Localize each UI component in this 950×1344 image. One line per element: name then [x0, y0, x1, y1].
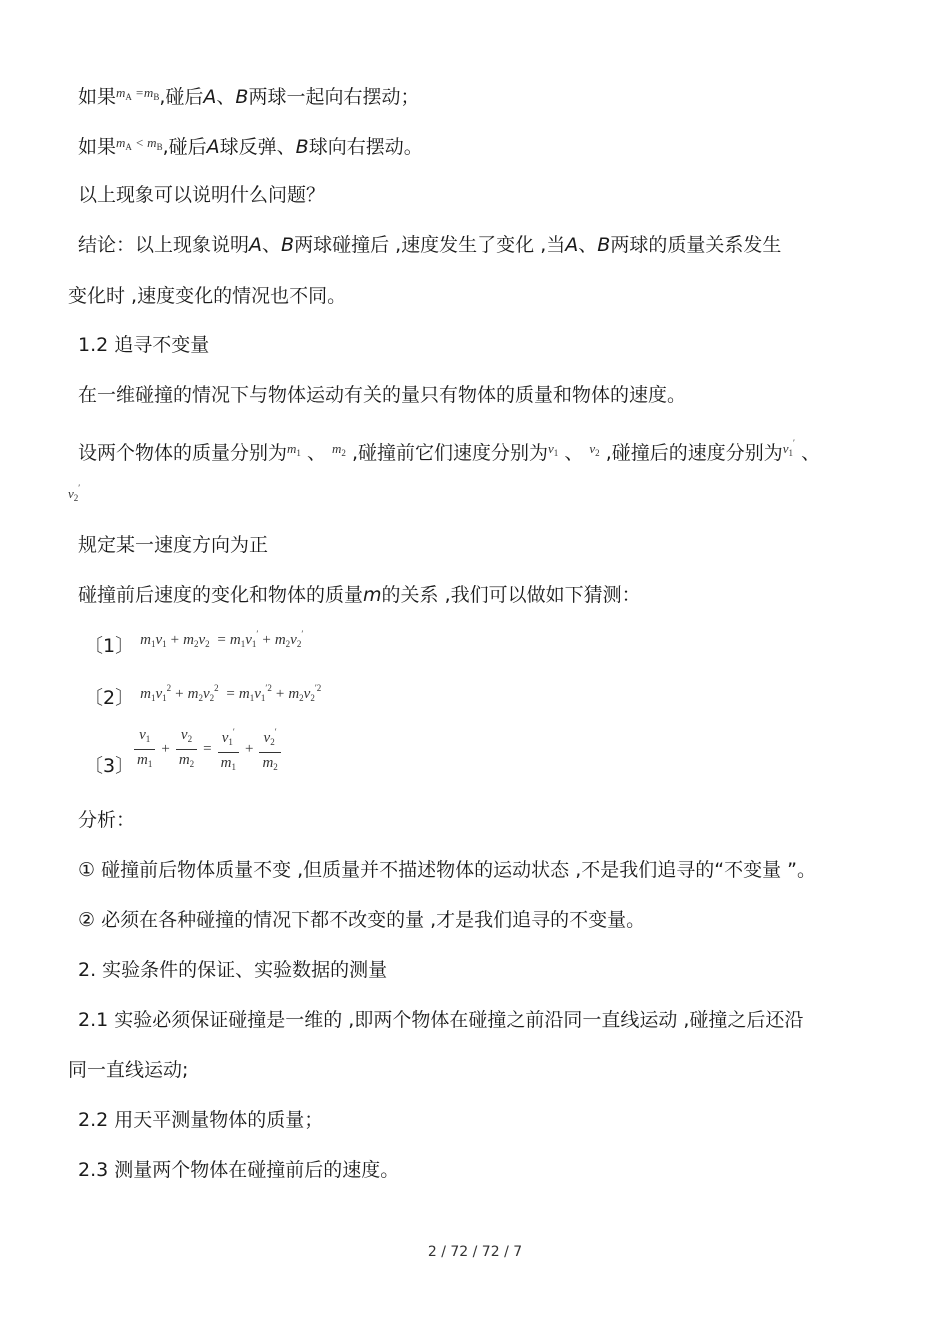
symbol-v2-prime: $v_2'$ [68, 483, 81, 503]
hypothesis-intro: 碰撞前后速度的变化和物体的质量m的关系 ,我们可以做如下猜测： [78, 584, 641, 606]
formula-mA-lt-mB: mA < mB [116, 135, 163, 152]
analysis-point-2: ② 必须在各种碰撞的情况下都不改变的量 ,才是我们追寻的不变量。 [78, 909, 646, 931]
symbol-v1-prime: v1′ [782, 438, 796, 458]
hypothesis-2: 〔2〕 $^{m_1v_1^2 + m_2v_2^2 = m_1v_1^{'2} + m_2v_2^{'2}}$ [84, 683, 322, 709]
item-2-3: 2.3 测量两个物体在碰撞前后的速度。 [78, 1159, 400, 1181]
section-heading-1-2: 1.2 追寻不变量 [78, 334, 210, 356]
symbol-v1: v1 [548, 441, 559, 458]
symbol-m2: m2 [332, 441, 346, 458]
item-2-2: 2.2 用天平测量物体的质量； [78, 1109, 324, 1131]
equation-momentum: m1v1 + m2v2 = m1v1′ + m2v2′ [140, 629, 304, 649]
symbol-v2: v2 [589, 441, 600, 458]
hypothesis-3: 〔3〕 [84, 755, 135, 777]
analysis-point-1: ① 碰撞前后物体质量不变 ,但质量并不描述物体的运动状态 ,不是我们追寻的“不变量 ”。 [78, 859, 816, 881]
conclusion-continued: 变化时 ,速度变化的情况也不同。 [68, 285, 347, 307]
condition-less-mass: 如果$^{m_A < m_B}$,碰后A球反弹、B球向右摆动。 [78, 135, 423, 158]
item-2-1-continued: 同一直线运动; [68, 1059, 189, 1081]
question-text: 以上现象可以说明什么问题？ [78, 184, 326, 206]
page-number: 2 / 72 / 72 / 7 [427, 1244, 523, 1260]
paragraph-quantities: 在一维碰撞的情况下与物体运动有关的量只有物体的质量和物体的速度。 [78, 384, 687, 406]
symbol-m1: m1 [287, 441, 301, 458]
item-2-1: 2.1 实验必须保证碰撞是一维的 ,即两个物体在碰撞之前沿同一直线运动 ,碰撞之后还沿 [78, 1009, 804, 1031]
formula-mA-eq-mB: mA =mB [116, 85, 160, 102]
equation-v-over-m: $\frac{v_1}{m_1}$ + $\frac{v_2}{m_2}$ = $\frac{v_1'}{m_1}$ + $\frac{v_2'}{m_2}$ [132, 722, 283, 777]
paragraph-definitions: 设两个物体的质量分别为$^{m_1}$ 、 $^{m_2}$ ,碰撞前它们速度分别为$^{v_1}$ 、 $^{v_2}$ ,碰撞后的速度分别为$^{v_1'}$ 、 [78, 438, 821, 464]
condition-equal-mass: 如果$^{m_A =m_B}$,碰后A、B两球一起向右摆动； [78, 85, 420, 108]
conclusion-text: 结论：以上现象说明A、B两球碰撞后 ,速度发生了变化 ,当A、B两球的质量关系发生 [78, 234, 782, 256]
section-heading-2: 2. 实验条件的保证、实验数据的测量 [78, 959, 388, 981]
equation-mv-squared: m1v12 + m2v22 = m1v1′2 + m2v2′2 [140, 683, 322, 703]
hypothesis-1: 〔1〕 $^{m_1v_1 + m_2v_2 = m_1v_1' + m_2v_2'}$ [84, 629, 304, 657]
positive-direction-text: 规定某一速度方向为正 [78, 534, 269, 556]
analysis-heading: 分析： [78, 809, 136, 831]
